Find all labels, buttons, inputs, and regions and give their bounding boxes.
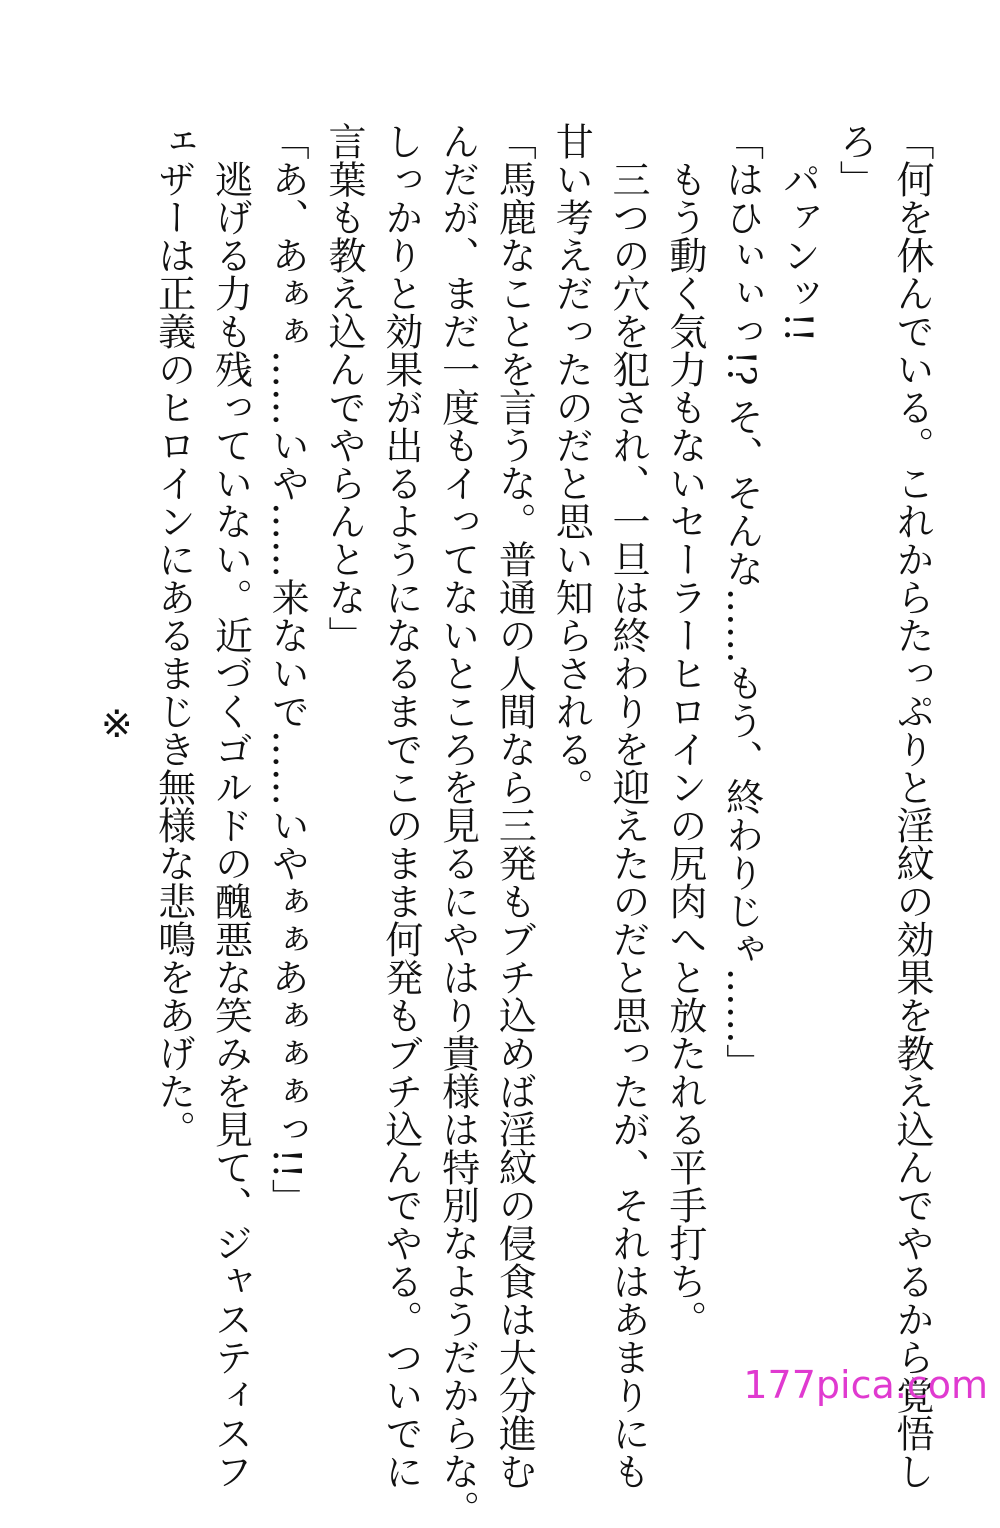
text-line: ェザーは正義のヒロインにあるまじき無様な悲鳴をあげた。 xyxy=(151,122,196,1148)
text-line: んだが、まだ一度もイってないところを見るにやはり貴様は特別なようだからな。 xyxy=(435,122,480,1528)
text-line: 「はひぃぃっ!? そ、そんな……もう、終わりじゃ……」 xyxy=(719,122,764,1082)
text-line: 「何を休んでいる。これからたっぷりと淫紋の効果を教え込んでやるから覚悟し xyxy=(890,122,934,1490)
text-line: 言葉も教え込んでやらんとな」 xyxy=(322,122,367,654)
text-line: 「馬鹿なことを言うな。普通の人間なら三発もブチ込めば淫紋の侵食は大分進む xyxy=(492,122,537,1490)
text-line: 逃げる力も残っていない。近づくゴルドの醜悪な笑みを見て、ジャスティスフ xyxy=(208,160,253,1490)
text-line: 三つの穴を犯され、一旦は終わりを迎えたのだと思ったが、それはあまりにも xyxy=(606,160,651,1490)
text-line: ろ」 xyxy=(833,122,878,198)
watermark: 177pica.com xyxy=(743,1363,988,1407)
text-line: もう動く気力もないセーラーヒロインの尻肉へと放たれる平手打ち。 xyxy=(662,160,707,1338)
text-line: パァンッ!! xyxy=(776,160,821,343)
section-break-mark: ※ xyxy=(94,702,139,746)
text-line: 甘い考えだったのだと思い知らされる。 xyxy=(549,122,594,806)
text-line: しっかりと効果が出るようになるまでこのまま何発もブチ込んでやる。ついでに xyxy=(378,122,423,1490)
text-line: 「あ、あぁぁ……いや……来ないで……いやぁぁあぁぁぁっ!!」 xyxy=(265,122,310,1217)
